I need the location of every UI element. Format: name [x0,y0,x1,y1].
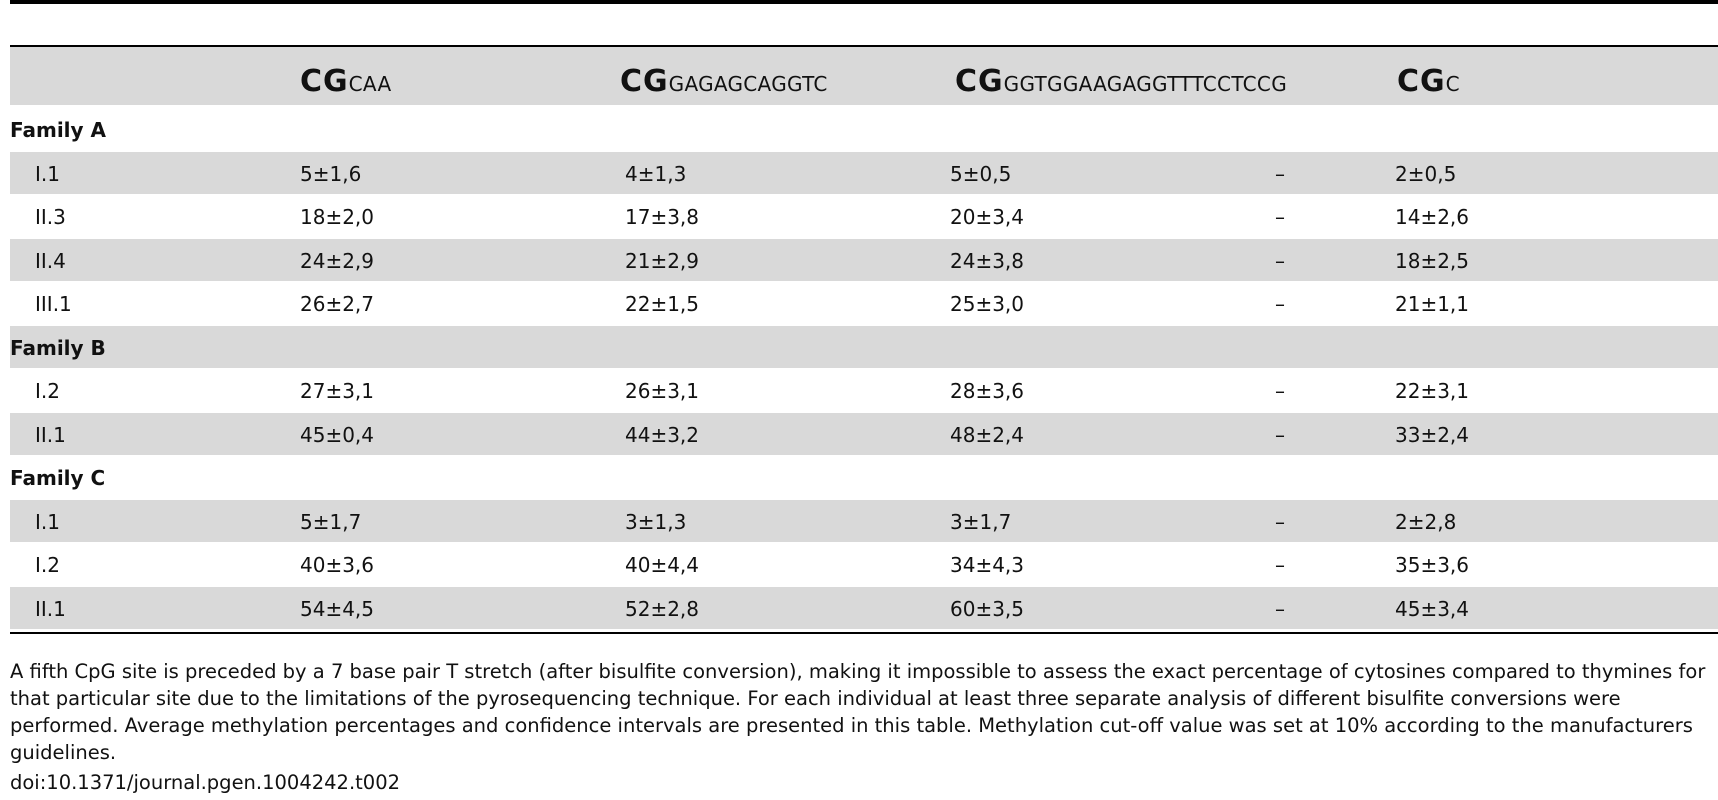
table-cell: 34±4,3 [950,553,1025,577]
table-cell: 40±4,4 [625,553,700,577]
table-cell: 21±1,1 [1395,292,1470,316]
table-cell: 5±0,5 [950,161,1012,186]
table-cell: 22±3,1 [1395,379,1470,403]
table-cell: 44±3,2 [625,422,700,447]
table-cell: 18±2,0 [300,205,375,229]
table-cell: 26±3,1 [625,379,700,403]
table-cell: 45±3,4 [1395,596,1470,621]
row-label: I.2 [35,553,60,577]
table-cell: 5±1,6 [300,161,362,186]
column-header-sequence: GAGAGCAGGTC [668,72,828,96]
table-top-rule [10,0,1718,4]
header-band [10,47,1718,105]
table-cell: – [1275,205,1285,229]
table-cell: 54±4,5 [300,596,375,621]
table-cell: – [1275,596,1285,621]
row-label: I.1 [35,161,60,186]
family-heading: Family B [10,335,106,360]
table-cell: – [1275,509,1285,534]
column-header-sequence: GGTGGAAGAGGTTTCCTCCG [1003,72,1287,96]
table-cell: – [1275,161,1285,186]
table-cell: 20±3,4 [950,205,1025,229]
row-label: II.3 [35,205,66,229]
table-cell: 3±1,3 [625,509,687,534]
row-band [10,500,1718,542]
column-header-cg: CG [955,64,1004,99]
table-bottom-rule [10,632,1718,634]
table-cell: 45±0,4 [300,422,375,447]
table-cell: – [1275,422,1285,447]
table-cell: – [1275,292,1285,316]
table-cell: 5±1,7 [300,509,362,534]
table-cell: 40±3,6 [300,553,375,577]
table-cell: 26±2,7 [300,292,375,316]
family-heading: Family C [10,466,106,490]
table-cell: 3±1,7 [950,509,1012,534]
table-cell: – [1275,553,1285,577]
column-header-1 [300,64,391,99]
doi-text: doi:10.1371/journal.pgen.1004242.t002 [10,771,401,794]
column-header-sequence: C [1445,72,1460,96]
row-label: I.1 [35,509,60,534]
table-cell: 14±2,6 [1395,205,1470,229]
row-label: II.1 [35,596,66,621]
column-header-2 [620,64,828,99]
table-cell: 27±3,1 [300,379,375,403]
table-cell: 35±3,6 [1395,553,1470,577]
table-cell: – [1275,248,1285,273]
table-cell: 4±1,3 [625,161,687,186]
table-cell: 2±0,5 [1395,161,1457,186]
row-band [10,326,1718,368]
table-cell: 25±3,0 [950,292,1025,316]
table-cell: 21±2,9 [625,248,700,273]
column-header-4 [1397,64,1460,99]
table-cell: 24±3,8 [950,248,1025,273]
table-cell: 2±2,8 [1395,509,1457,534]
table-cell: 60±3,5 [950,596,1025,621]
row-label: III.1 [35,292,72,316]
row-label: II.1 [35,422,66,447]
table-cell: 28±3,6 [950,379,1025,403]
column-header-cg: CG [620,64,669,99]
column-header-cg: CG [1397,64,1446,99]
table-cell: 24±2,9 [300,248,375,273]
row-label: II.4 [35,248,66,273]
table-cell: 33±2,4 [1395,422,1470,447]
table-cell: 17±3,8 [625,205,700,229]
table-cell: 18±2,5 [1395,248,1470,273]
row-label: I.2 [35,379,60,403]
column-header-cg: CG [300,64,349,99]
table-cell: – [1275,379,1285,403]
family-heading: Family A [10,118,107,142]
table-cell: 22±1,5 [625,292,700,316]
column-header-sequence: CAA [348,72,392,96]
table-cell: 48±2,4 [950,422,1025,447]
table-cell: 52±2,8 [625,596,700,621]
table-footnote: A fifth CpG site is preceded by a 7 base pair T stretch (after bisulfite conversion), making it impossible to assess the exact percentage of cytosines compared to thymines for that particular site due to the limitations of the pyrosequencing technique. For each individual at least three separate analysis of different bisulfite conversions were performed. Average methylation percentages and confidence intervals are presented in this table. Methylation cut-off value was set at 10% according to the manufacturers guidelines. [10,660,1706,764]
column-header-3 [955,64,1287,99]
row-band [10,152,1718,194]
